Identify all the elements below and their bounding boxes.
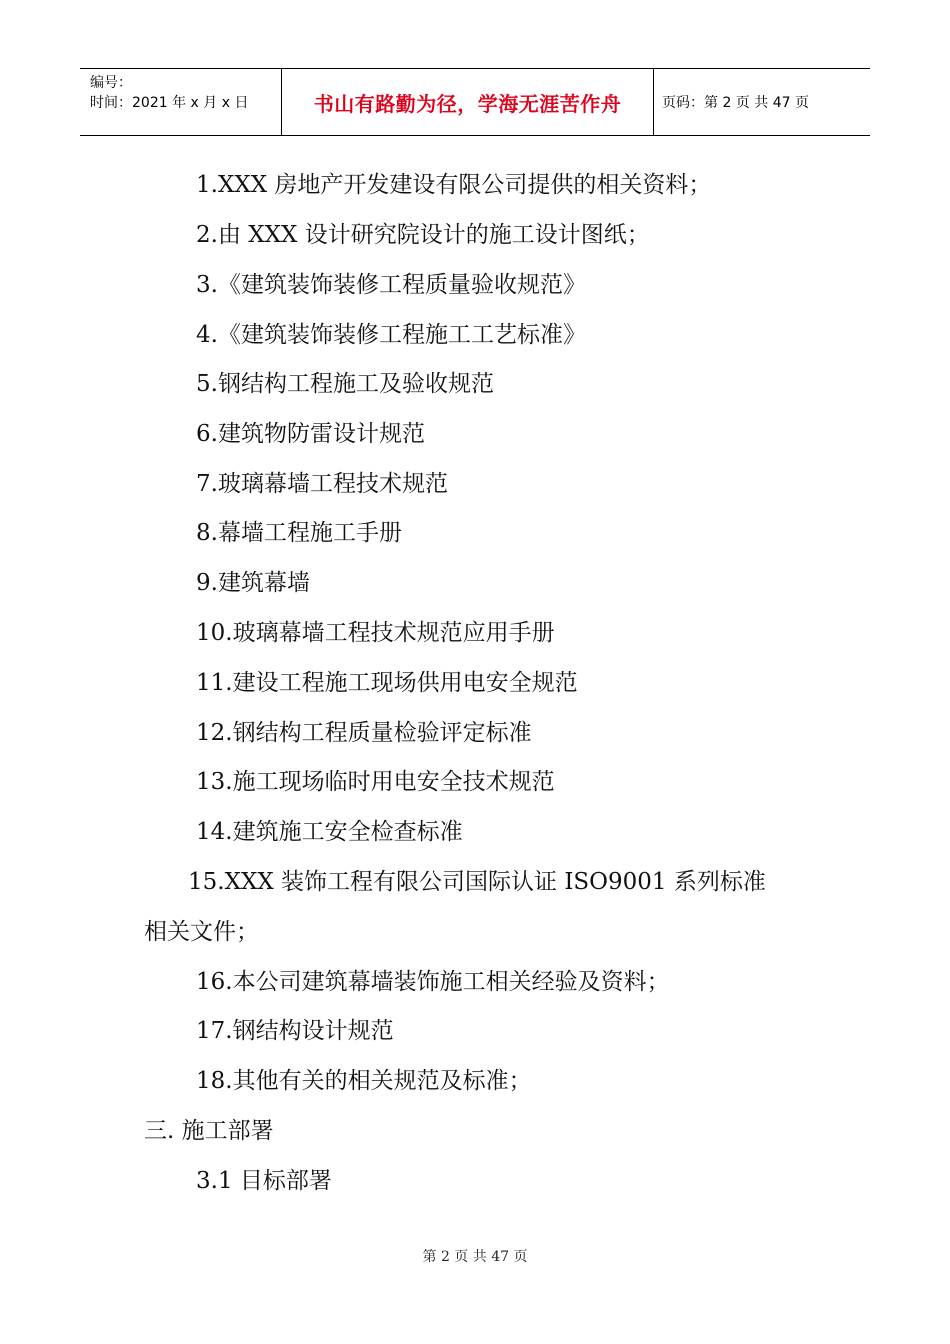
list-item: 3.《建筑装饰装修工程质量验收规范》 — [196, 272, 586, 298]
list-item: 18.其他有关的相关规范及标准； — [196, 1068, 532, 1094]
header-number-label: 编号： — [90, 75, 132, 91]
list-item: 2.由 XXX 设计研究院设计的施工设计图纸； — [196, 222, 650, 248]
list-item: 13.施工现场临时用电安全技术规范 — [196, 769, 555, 795]
header-page-info: 页码：第 2 页 共 47 页 — [662, 95, 809, 111]
list-item: 5.钢结构工程施工及验收规范 — [196, 371, 494, 397]
page-header — [80, 68, 870, 136]
list-item: 12.钢结构工程质量检验评定标准 — [196, 720, 532, 746]
footer-page-number: 第 2 页 共 47 页 — [422, 1249, 528, 1265]
list-item: 17.钢结构设计规范 — [196, 1018, 394, 1044]
list-item: 15.XXX 装饰工程有限公司国际认证 ISO9001 系列标准 — [188, 869, 766, 895]
section-heading: 三. 施工部署 — [144, 1118, 274, 1144]
page-footer — [0, 1246, 950, 1266]
list-item: 9.建筑幕墙 — [196, 570, 310, 596]
list-item: 7.玻璃幕墙工程技术规范 — [196, 471, 448, 497]
list-item: 8.幕墙工程施工手册 — [196, 520, 402, 546]
list-item: 11.建设工程施工现场供用电安全规范 — [196, 670, 578, 696]
header-motto: 书山有路勤为径，学海无涯苦作舟 — [282, 69, 654, 135]
list-item-continuation: 相关文件； — [144, 919, 259, 945]
list-item: 4.《建筑装饰装修工程施工工艺标准》 — [196, 322, 586, 348]
header-meta — [80, 69, 282, 135]
list-item: 14.建筑施工安全检查标准 — [196, 819, 463, 845]
list-item: 10.玻璃幕墙工程技术规范应用手册 — [196, 620, 555, 646]
list-item: 6.建筑物防雷设计规范 — [196, 421, 425, 447]
list-item: 16.本公司建筑幕墙装饰施工相关经验及资料； — [196, 969, 670, 995]
subsection-heading: 3.1 目标部署 — [196, 1168, 332, 1194]
list-item: 1.XXX 房地产开发建设有限公司提供的相关资料； — [196, 172, 712, 198]
header-time-label: 时间：2021 年 x 月 x 日 — [90, 95, 249, 111]
